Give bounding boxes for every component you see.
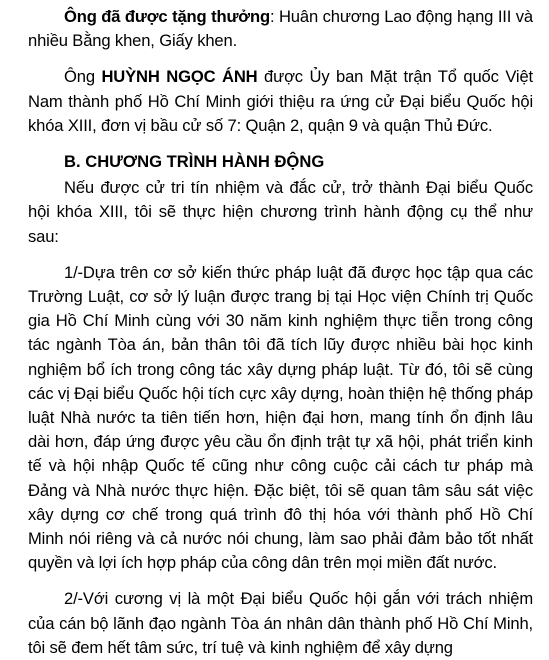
- lead-paragraph: Nếu được cử tri tín nhiệm và đắc cử, trở thành Đại biểu Quốc hội khóa XIII, tôi sẽ thực hiện chương trình hành động cụ thể như sau:: [28, 178, 533, 246]
- award-text: : Huân chương Lao động hạng III và nhiều Bằng khen, Giấy khen.: [28, 7, 533, 51]
- intro-paragraph: [28, 65, 533, 138]
- award-label: Ông đã được tặng thưởng: [64, 7, 270, 26]
- point-1-paragraph: 1/-Dựa trên cơ sở kiến thức pháp luật đã được học tập qua các Trường Luật, cơ sở lý luận được trang bị tại Học viện Chính trị Quốc gia Hồ Chí Minh cùng với 30 năm kinh nghiệm thực tiễn trong công tác ngành Tòa án, bản thân tôi đã tích lũy được nhiều bài học kinh nghiệm bổ ích trong công tác xây dựng pháp luật. Từ đó, tôi sẽ cùng các vị Đại biểu Quốc hội tích cực xây dựng, hoàn thiện hệ thống pháp luật Nhà nước ta tiên tiến hơn, hiện đại hơn, mang tính ổn định lâu dài hơn, đáp ứng được yêu cầu ổn định trật tự xã hội, phát triển kinh tế và hội nhập Quốc tế cũng như công cuộc cải cách tư pháp mà Đảng và Nhà nước thực hiện. Đặc biệt, tôi sẽ quan tâm sâu sát việc xây dựng cơ chế trong quá trình đô thị hóa với thành phố Hồ Chí Minh nói riêng và cả nước nói chung, làm sao phải đảm bảo tốt nhất quyền và lợi ích hợp pháp của công dân trên mọi miền đất nước.: [28, 262, 533, 573]
- section-heading: B. CHƯƠNG TRÌNH HÀNH ĐỘNG: [64, 152, 325, 172]
- intro-after: được Ủy ban Mặt trận Tổ quốc Việt Nam thành phố Hồ Chí Minh giới thiệu ra ứng cử Đại biểu Quốc hội khóa XIII, đơn vị bầu cử số 7: Quận 2, quận 9 và quận Thủ Đức.: [28, 67, 534, 135]
- award-paragraph: [28, 5, 533, 53]
- candidate-name: HUỲNH NGỌC ÁNH: [101, 67, 258, 87]
- intro-before: Ông: [64, 67, 102, 87]
- point-2-paragraph: 2/-Với cương vị là một Đại biểu Quốc hội gắn với trách nhiệm của cán bộ lãnh đạo ngành Tòa án nhân dân thành phố Hồ Chí Minh, tôi sẽ đem hết tâm sức, trí tuệ và kinh nghiệm để xây dựng: [28, 589, 533, 657]
